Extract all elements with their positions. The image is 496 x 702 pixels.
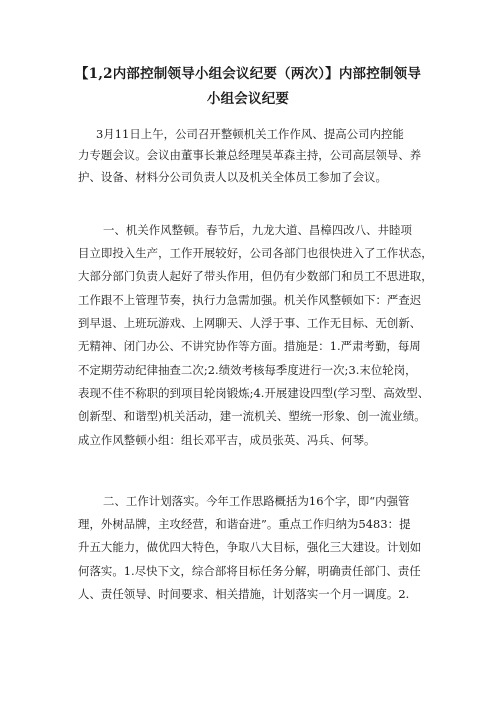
intro-line: 护、设备、材料分公司负责人以及机关全体员工参加了会议。 [78, 170, 387, 184]
section-1-line: 创新型、和谐型)机关活动，建一流机关、塑统一形象、创一流业绩。 [78, 409, 426, 423]
section-1-line: 目立即投入生产，工作开展较好，公司各部门也很快进入了工作状态， [78, 246, 433, 260]
section-1-line: 大部分部门负责人起好了带头作用，但仍有少数部门和员工不思进取， [78, 269, 433, 283]
section-1-line: 成立作风整顿小组：组长邓平吉，成员张英、冯兵、何琴。 [78, 433, 376, 447]
section-1-line: 工作跟不上管理节奏，执行力急需加强。机关作风整顿如下：严查迟 [78, 293, 422, 307]
section-1-line: 不定期劳动纪律抽查二次;2.绩效考核每季度进行一次;3.末位轮岗， [78, 363, 417, 377]
section-1-line: 无精神、闭门办公、不讲究协作等方面。措施是：1.严肃考勤，每周 [78, 339, 421, 353]
section-2-line: 何落实。1.尽快下文，综合部将目标任务分解，明确责任部门、责任 [78, 564, 421, 578]
intro-line: 3月11日上午，公司召开整顿机关工作作风、提高公司内控能 [96, 127, 404, 141]
document-title-line-1: 【1,2内部控制领导小组会议纪要（两次）】内部控制领导 [74, 66, 422, 82]
document-title-line-2: 小组会议纪要 [206, 91, 290, 107]
section-1-line: 一、机关作风整顿。春节后，九龙大道、昌樟四改八、井睦项 [103, 223, 412, 237]
section-2-line: 理，外树品牌，主攻经营，和谐奋进”。重点工作归纳为5483：提 [78, 517, 411, 531]
section-1-line: 表现不佳不称职的到项目轮岗锻炼;4.开展建设四型(学习型、高效型、 [78, 386, 430, 400]
section-2-line: 二、工作计划落实。今年工作思路概括为16个字，即“内强管 [103, 494, 410, 508]
section-2-line: 人、责任领导、时间要求、相关措施，计划落实一个月一调度。2. [78, 587, 410, 601]
section-2-line: 升五大能力，做优四大特色，争取八大目标，强化三大建设。计划如 [78, 540, 422, 554]
intro-line: 力专题会议。会议由董事长兼总经理吴革森主持，公司高层领导、养 [78, 148, 422, 162]
section-1-line: 到早退、上班玩游戏、上网聊天、人浮于事、工作无目标、无创新、 [78, 316, 422, 330]
